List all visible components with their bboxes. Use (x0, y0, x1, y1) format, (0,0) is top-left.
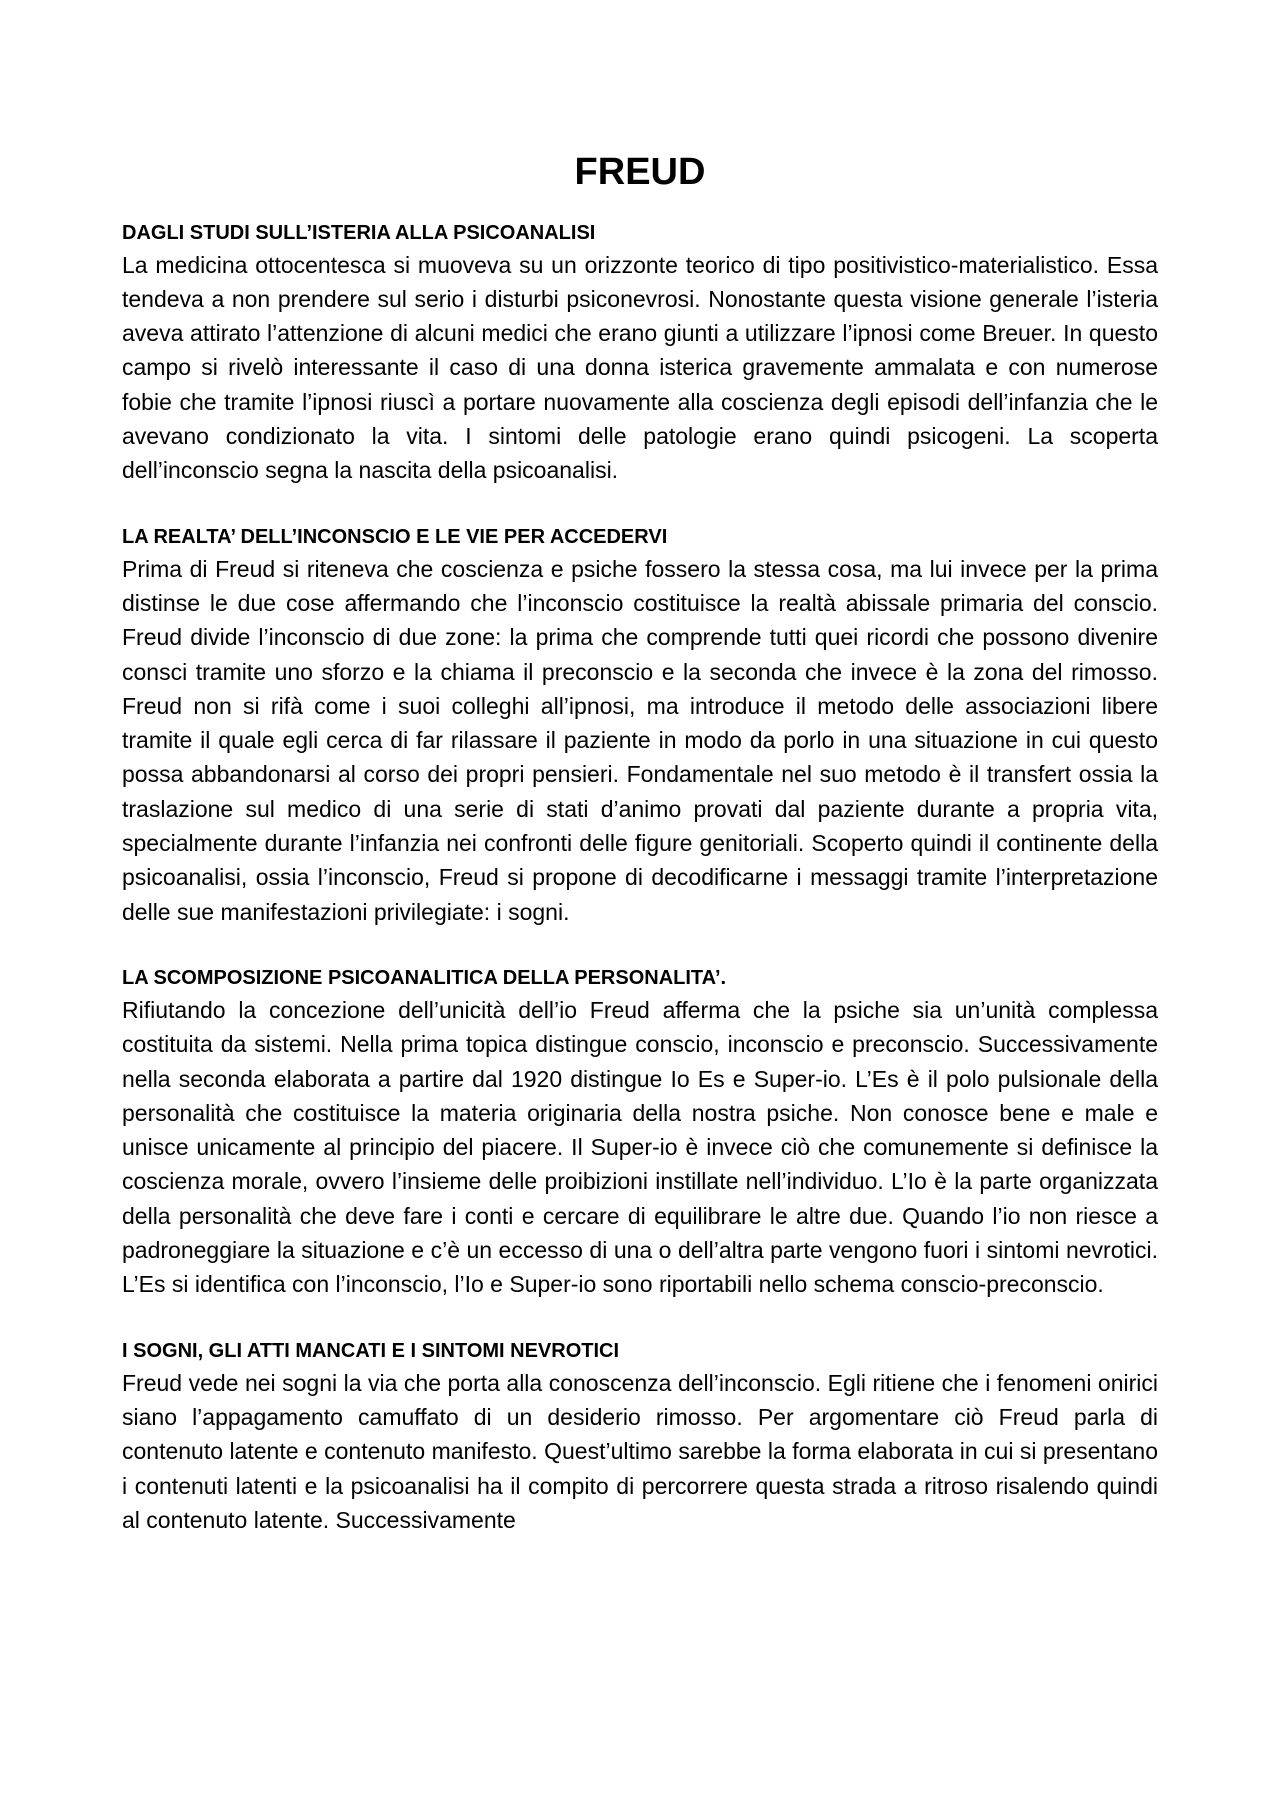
section-paragraph: Freud vede nei sogni la via che porta alla conoscenza dell’inconscio. Egli ritiene che i fenomeni onirici siano l’appagamento camuffato di un desiderio rimosso. Per argomentare ciò Freud parla di contenuto latente e contenuto manifesto. Quest’ultimo sarebbe la forma elaborata in cui si presentano i contenuti latenti e la psicoanalisi ha il compito di percorrere questa strada a ritroso risalendo quindi al contenuto latente. Successivamente (122, 1369, 1158, 1533)
section-heading: I SOGNI, GLI ATTI MANCATI E I SINTOMI NEVROTICI (122, 1339, 620, 1362)
section-paragraph: Prima di Freud si riteneva che coscienza e psiche fossero la stessa cosa, ma lui invece per la prima distinse le due cose affermando che l’inconscio costituisce la realtà abissale primaria del conscio. Freud divide l’inconscio di due zone: la prima che comprende tutti quei ricordi che possono divenire consci tramite uno sforzo e la chiama il preconscio e la seconda che invece è la zona del rimosso. Freud non si rifà come i suoi colleghi all’ipnosi, ma introduce il metodo delle associazioni libere tramite il quale egli cerca di far rilassare il paziente in modo da porlo in una situazione in cui questo possa abbandonarsi al corso dei propri pensieri. Fondamentale nel suo metodo è il transfert ossia la traslazione sul medico di una serie di stati d’animo provati dal paziente durante a propria vita, specialmente durante l’infanzia nei confronti delle figure genitoriali. Scoperto quindi il continente della psicoanalisi, ossia l’inconscio, Freud si propone di decodificarne i messaggi tramite l’interpretazione delle sue manifestazioni privilegiate: i sogni. (122, 555, 1158, 925)
section-sogni (122, 1336, 1158, 1537)
section-personalita (122, 963, 1158, 1302)
document-page (122, 150, 1158, 1571)
section-heading: LA SCOMPOSIZIONE PSICOANALITICA DELLA PERSONALITA’. (122, 966, 727, 989)
section-isteria (122, 218, 1158, 488)
section-paragraph: Rifiutando la concezione dell’unicità dell’io Freud afferma che la psiche sia un’unità complessa costituita da sistemi. Nella prima topica distingue conscio, inconscio e preconscio. Successivamente nella seconda elaborata a partire dal 1920 distingue Io Es e Super-io. L’Es è il polo pulsionale della personalità che costituisce la materia originaria della nostra psiche. Non conosce bene e male e unisce unicamente al principio del piacere. Il Super-io è invece ciò che comunemente si definisce la coscienza morale, ovvero l’insieme delle proibizioni instillate nell’individuo. L’Io è la parte organizzata della personalità che deve fare i conti e cercare di equilibrare le altre due. Quando l’io non riesce a padroneggiare la situazione e c’è un eccesso di una o dell’altra parte vengono fuori i sintomi nevrotici. L’Es si identifica con l’inconscio, l’Io e Super-io sono riportabili nello schema conscio-preconscio. (122, 996, 1158, 1298)
page-title: FREUD (574, 151, 706, 193)
section-inconscio (122, 522, 1158, 929)
section-heading: LA REALTA’ DELL’INCONSCIO E LE VIE PER ACCEDERVI (122, 525, 668, 548)
section-paragraph: La medicina ottocentesca si muoveva su un orizzonte teorico di tipo positivistico-materialistico. Essa tendeva a non prendere sul serio i disturbi psiconevrosi. Nonostante questa visione generale l’isteria aveva attirato l’attenzione di alcuni medici che erano giunti a utilizzare l’ipnosi come Breuer. In questo campo si rivelò interessante il caso di una donna isterica gravemente ammalata e con numerose fobie che tramite l’ipnosi riuscì a portare nuovamente alla coscienza degli episodi dell’infanzia che le avevano condizionato la vita. I sintomi delle patologie erano quindi psicogeni. La scoperta dell’inconscio segna la nascita della psicoanalisi. (122, 251, 1158, 484)
section-heading: DAGLI STUDI SULL’ISTERIA ALLA PSICOANALISI (122, 221, 596, 244)
